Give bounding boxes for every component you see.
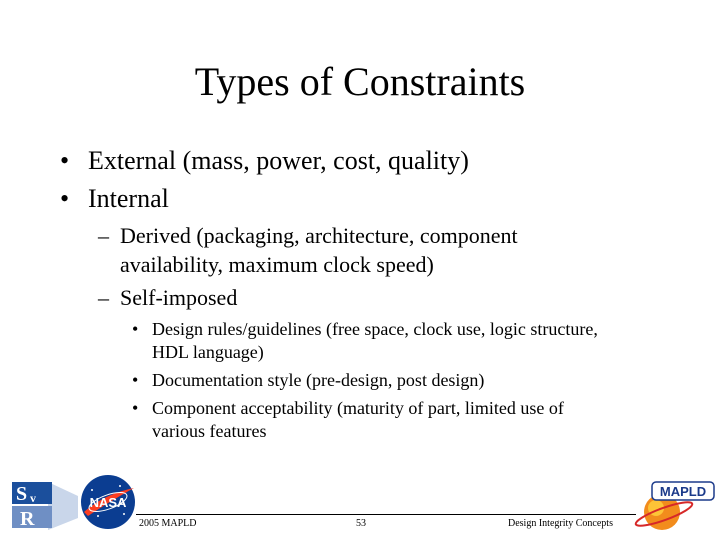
bullet-text: External (mass, power, cost, quality) <box>88 146 469 175</box>
bullet-marker: • <box>60 184 70 213</box>
svg-text:NASA: NASA <box>89 495 127 510</box>
svg-text:v: v <box>30 491 36 505</box>
footer-right-text: Design Integrity Concepts <box>508 518 613 529</box>
bullet-marker: • <box>60 146 70 175</box>
mapld-logo <box>630 478 716 534</box>
sub-bullet-text-line2: availability, maximum clock speed) <box>120 252 434 277</box>
footer-left-text: 2005 MAPLD <box>139 518 197 529</box>
sub-bullet-marker: – <box>98 223 109 248</box>
bullet-text: Internal <box>88 184 169 213</box>
sub-sub-bullet-marker: • <box>132 319 139 339</box>
slide-title: Types of Constraints <box>194 59 526 104</box>
svg-text:MAPLD: MAPLD <box>659 484 707 499</box>
sub-sub-bullet-marker: • <box>132 370 139 390</box>
sub-sub-bullet-marker: • <box>132 398 139 418</box>
sub-sub-bullet-text-line1: Design rules/guidelines (free space, clock use, logic structure, <box>152 319 598 339</box>
sub-sub-bullet-text-line2: various features <box>152 421 267 441</box>
sub-sub-bullet-text: Documentation style (pre-design, post design) <box>152 370 485 390</box>
svg-text:S: S <box>16 483 28 505</box>
sub-bullet-text-line1: Derived (packaging, architecture, component <box>120 223 518 248</box>
footer-rule <box>136 514 636 515</box>
svg-text:R: R <box>20 508 35 530</box>
nasa-logo <box>78 472 138 532</box>
sub-bullet-text: Self-imposed <box>120 285 238 310</box>
sub-sub-bullet-text-line2: HDL language) <box>152 342 264 362</box>
svr-logo <box>8 478 78 530</box>
sub-bullet-marker: – <box>98 285 109 310</box>
sub-sub-bullet-text-line1: Component acceptability (maturity of part, limited use of <box>152 398 564 418</box>
footer-page-number: 53 <box>356 518 366 529</box>
